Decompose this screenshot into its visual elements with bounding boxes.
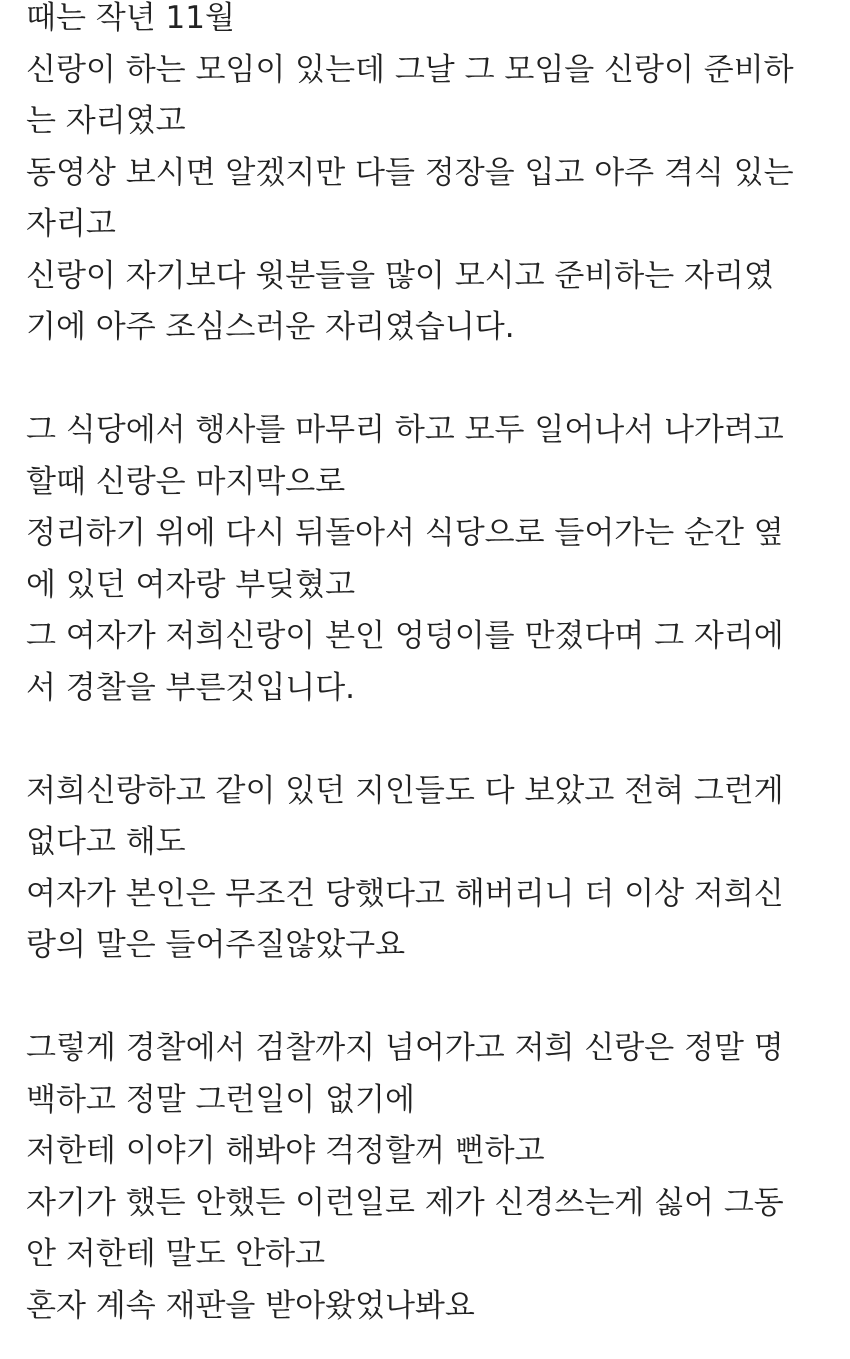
text-line: 백하고 정말 그런일이 없기에 — [26, 1081, 415, 1118]
text-line: 여자가 본인은 무조건 당했다고 해버리니 더 이상 저희신 — [26, 875, 784, 912]
text-line: 자리고 — [26, 206, 116, 242]
text-line: 혼자 계속 재판을 받아왔었나봐요 — [26, 1287, 475, 1324]
post-body — [26, 0, 826, 1339]
text-line: 그렇게 경찰에서 검찰까지 넘어가고 저희 신랑은 정말 명 — [26, 1030, 784, 1066]
text-line: 할때 신랑은 마지막으로 — [26, 463, 346, 500]
text-line: 신랑이 하는 모임이 있는데 그날 그 모임을 신랑이 준비하 — [26, 51, 794, 88]
paragraph-break — [26, 361, 826, 413]
text-line: 때는 작년 11월 — [26, 0, 235, 36]
text-line: 그 여자가 저희신랑이 본인 엉덩이를 만졌다며 그 자리에 — [26, 618, 784, 654]
text-line: 동영상 보시면 알겠지만 다들 정장을 입고 아주 격식 있는 — [26, 154, 794, 191]
text-line: 자기가 했든 안했든 이런일로 제가 신경쓰는게 싫어 그동 — [26, 1184, 784, 1221]
text-line: 에 있던 여자랑 부딪혔고 — [26, 566, 356, 603]
text-line: 정리하기 위에 다시 뒤돌아서 식당으로 들어가는 순간 옆 — [26, 515, 784, 551]
text-line: 없다고 해도 — [26, 824, 186, 860]
text-line: 서 경찰을 부른것입니다. — [26, 669, 356, 706]
text-line: 그 식당에서 행사를 마무리 하고 모두 일어나서 나가려고 — [26, 412, 784, 448]
text-line: 저희신랑하고 같이 있던 지인들도 다 보았고 전혀 그런게 — [26, 772, 784, 809]
text-line: 안 저한테 말도 안하고 — [26, 1236, 326, 1272]
paragraph-break — [26, 979, 826, 1031]
text-line: 는 자리였고 — [26, 103, 186, 139]
text-line: 저한테 이야기 해봐야 걱정할꺼 뻔하고 — [26, 1133, 545, 1169]
text-line: 기에 아주 조심스러운 자리였습니다. — [26, 309, 515, 345]
text-line: 신랑이 자기보다 윗분들을 많이 모시고 준비하는 자리였 — [26, 257, 774, 294]
paragraph-break — [26, 721, 826, 773]
text-line: 랑의 말은 들어주질않았구요 — [26, 927, 406, 963]
